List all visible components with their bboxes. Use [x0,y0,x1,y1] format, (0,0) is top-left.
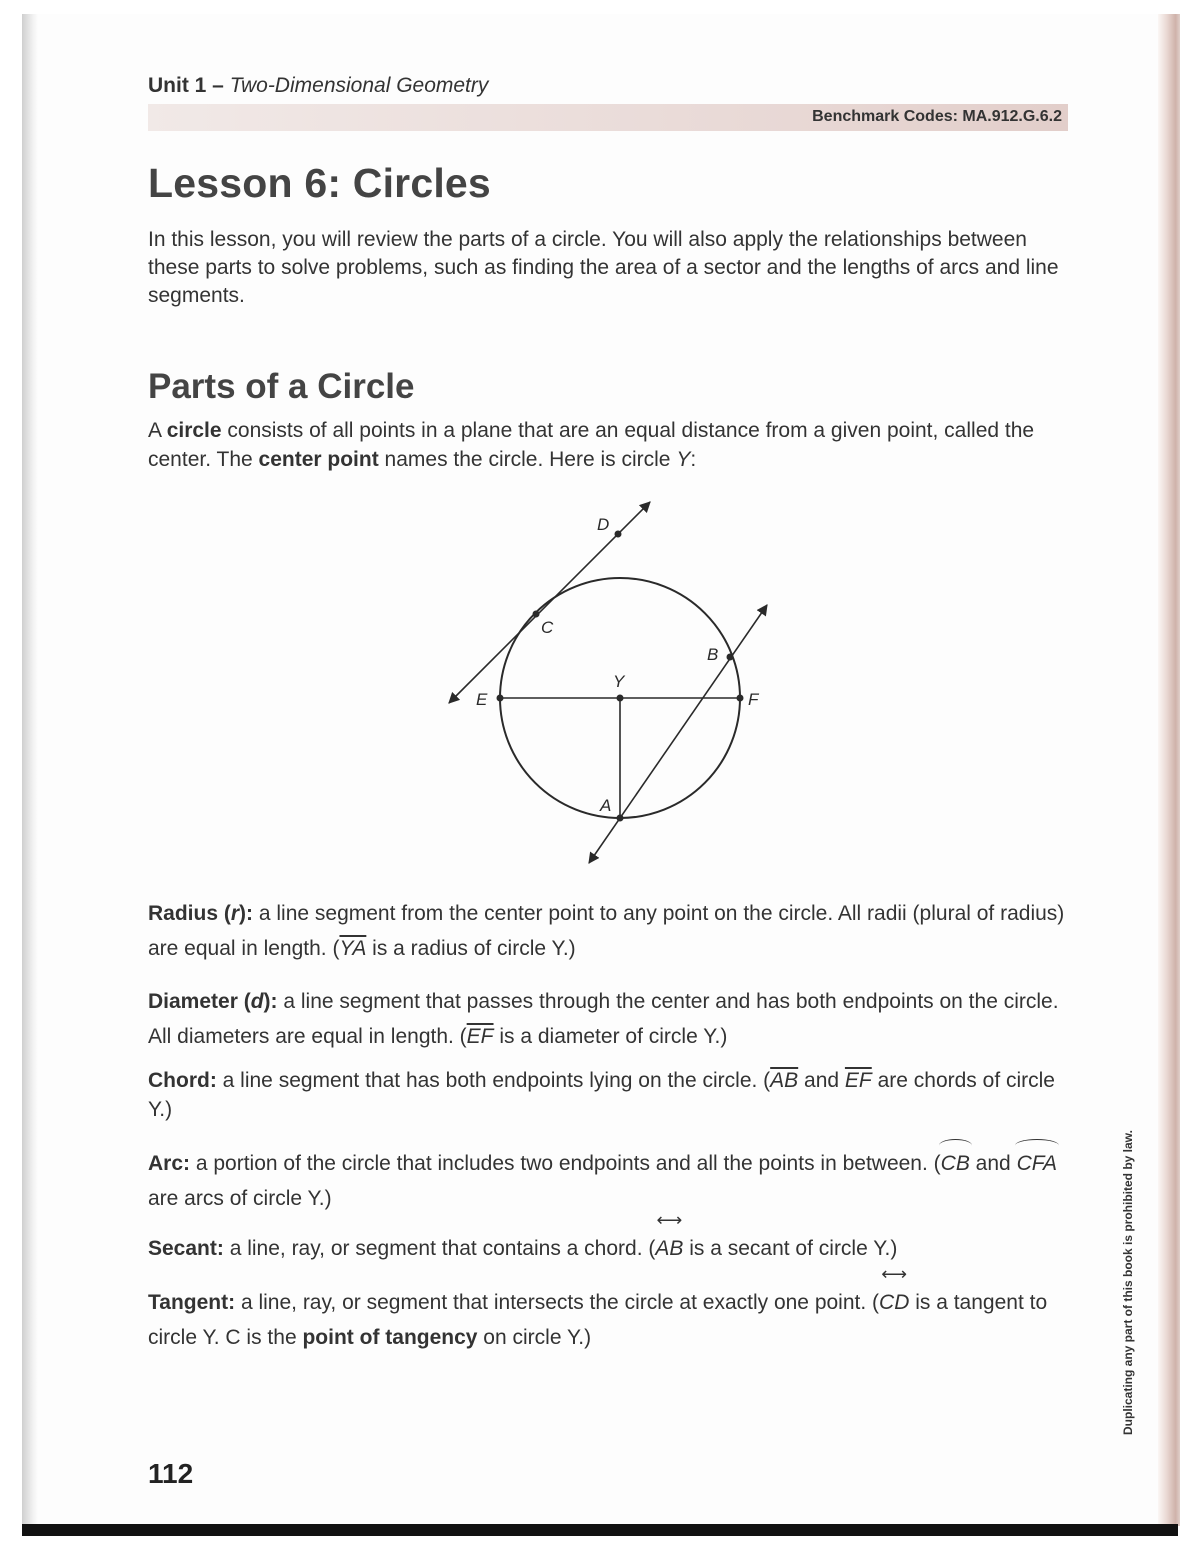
term-secant-tail: is a secant of circle Y.) [683,1237,898,1260]
point-of-tangency: point of tangency [302,1326,478,1349]
point-e [497,695,504,702]
circle-diagram [430,492,790,882]
lesson-title: Lesson 6: Circles [148,160,491,206]
tangent-example-cd: ⟷ CD [879,1285,909,1320]
def-text-3: names the circle. Here is circle [378,448,677,471]
point-y [617,695,624,702]
point-a [617,815,624,822]
copyright-side-note: Duplicating any part of this book is prohibited by law. [1121,1130,1135,1435]
label-a: A [600,796,612,815]
term-diameter-name: Diameter ( [148,990,251,1013]
label-e: E [476,690,488,709]
term-chord [148,1066,1078,1124]
point-c [533,611,540,618]
term-chord-text: a line segment that has both endpoints lying on the circle. ( [216,1069,771,1092]
secant-example-ab: ⟷ AB [655,1231,683,1266]
def-text-4: : [690,448,697,471]
term-radius-name-end: ): [239,902,254,925]
diameter-example-ef: $\overline{EF}$ [466,1025,494,1048]
term-secant-text: a line, ray, or segment that contains a chord. ( [223,1237,656,1260]
def-term-circle: circle [166,419,222,442]
arc-example-cb: CB [941,1146,970,1181]
term-diameter [148,984,1078,1054]
def-term-center-point: center point [258,448,379,471]
benchmark-codes: Benchmark Codes: MA.912.G.6.2 [812,108,1062,125]
term-secant-name: Secant: [148,1237,224,1260]
arc-example-cfa: CFA [1017,1146,1057,1181]
label-c: C [541,618,554,637]
unit-label: Unit 1 – [148,74,224,97]
point-f [737,695,744,702]
term-secant [148,1231,1078,1266]
term-arc-name: Arc: [148,1152,191,1175]
term-radius-symbol: r [230,902,240,925]
term-tangent-text: a line, ray, or segment that intersects the circle at exactly one point. ( [235,1291,880,1314]
chord-example-ef: $\overline{EF}$ [844,1069,872,1092]
term-diameter-text: a line segment that passes through the center and has both endpoints on the circle. All diameters are equal in length. ( [148,990,1059,1048]
point-b [727,654,734,661]
term-radius-text: a line segment from the center point to any point on the circle. All radii (plural of radius) are equal in length. ( [148,902,1065,960]
term-chord-tail: are chords of circle Y.) [148,1069,1055,1121]
term-arc-text: a portion of the circle that includes two endpoints and all the points in between. ( [190,1152,941,1175]
term-chord-name: Chord: [148,1069,217,1092]
page-bottom-edge [22,1524,1178,1536]
term-radius-tail: is a radius of circle Y.) [366,937,576,960]
def-text-1: A [148,419,167,442]
def-text-2: consists of all points in a plane that are an equal distance from a given point, called the center. The [148,419,1035,471]
term-tangent [148,1285,1078,1355]
lesson-intro: In this lesson, you will review the parts of a circle. You will also apply the relationships between these parts to solve problems, such as finding the area of a sector and the lengths of arcs and line segments. [148,228,1059,307]
section-title: Parts of a Circle [148,367,415,406]
label-b: B [707,645,719,664]
label-d: D [597,515,610,534]
label-f: F [748,690,759,709]
term-chord-mid: and [798,1069,845,1092]
term-arc-mid: and [969,1152,1017,1175]
term-diameter-symbol: d [250,990,264,1013]
page-number: 112 [148,1458,194,1489]
label-y: Y [613,672,625,691]
point-d [615,531,622,538]
term-tangent-tail: on circle Y.) [477,1326,592,1349]
term-arc [148,1146,1078,1216]
benchmark-bar [148,104,1068,131]
page-left-shadow [22,14,38,1526]
term-radius [148,896,1078,966]
term-diameter-name-end: ): [263,990,278,1013]
circle-definition [148,416,1078,474]
chord-example-ab: $\overline{AB}$ [770,1069,799,1092]
term-arc-tail: are arcs of circle Y.) [148,1187,332,1210]
unit-title: Two-Dimensional Geometry [229,74,489,97]
term-tangent-name: Tangent: [148,1291,236,1314]
def-circle-name: Y [676,448,691,471]
secant-line-ab [589,605,767,863]
unit-header [148,74,488,98]
radius-example-ya: $\overline{YA}$ [339,937,367,960]
page-right-edge [1158,14,1180,1526]
term-tangent-mid: is a tangent to circle Y. C is the [148,1291,1048,1349]
term-radius-name: Radius ( [148,902,231,925]
term-diameter-tail: is a diameter of circle Y.) [493,1025,728,1048]
